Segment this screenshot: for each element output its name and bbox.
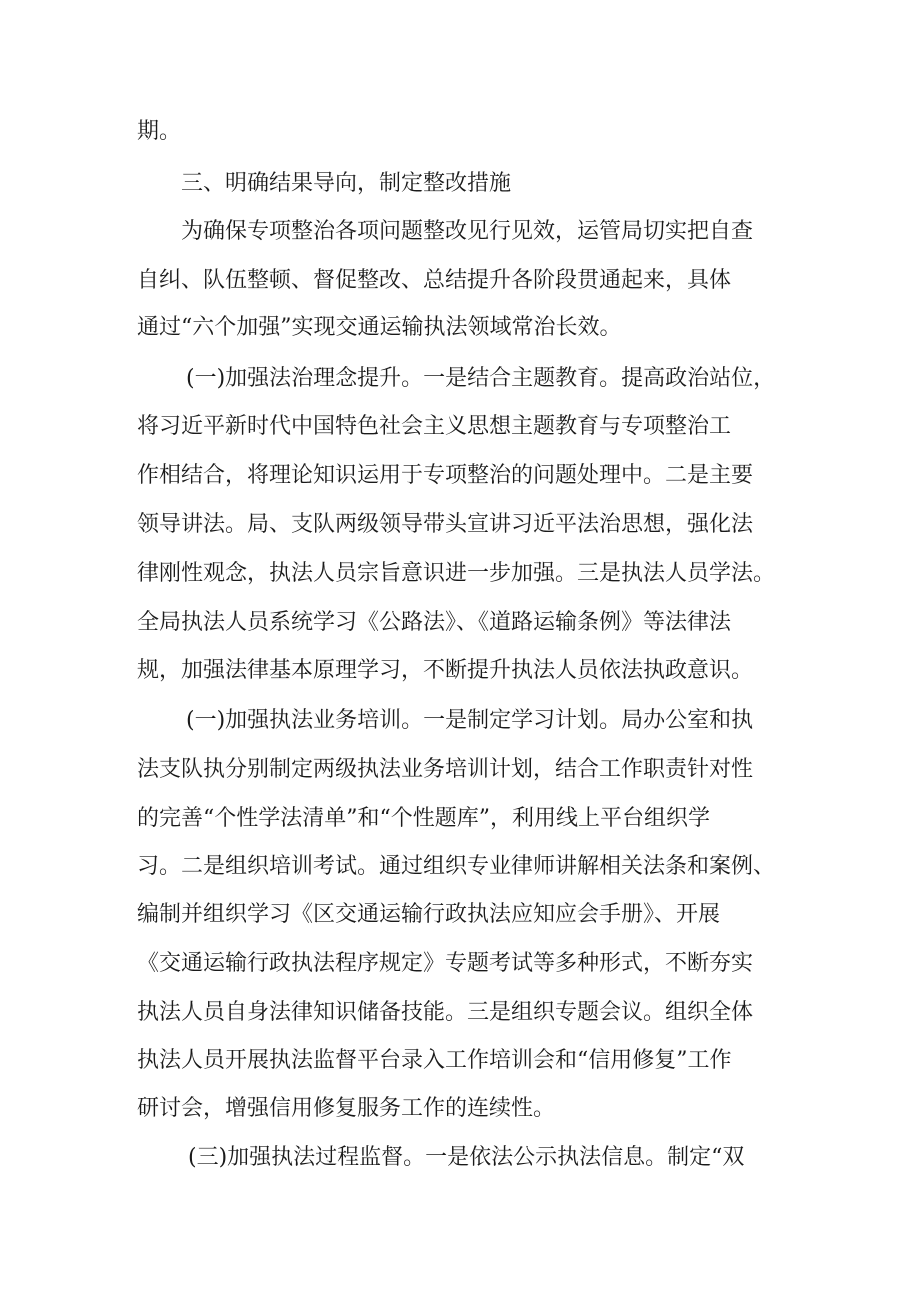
paragraph-line: 习。二是组织培训考试。通过组织专业律师讲解相关法条和案例、 <box>137 854 776 879</box>
paragraph-line: 规，加强法律基本原理学习，不断提升执法人员依法执政意识。 <box>137 658 754 683</box>
paragraph-line: 全局执法人员系统学习《公路法》、《道路运输条例》等法律法 <box>137 610 732 635</box>
paragraph-line: 作相结合，将理论知识运用于专项整治的问题处理中。二是主要 <box>137 463 754 488</box>
paragraph-line: 《交通运输行政执法程序规定》专题考试等多种形式，不断夯实 <box>137 951 754 976</box>
paragraph-line: 的完善“个性学法清单”和“个性题库”，利用线上平台组织学 <box>137 806 710 831</box>
paragraph-line: (一)加强法治理念提升。一是结合主题教育。提高政治站位， <box>186 366 776 391</box>
paragraph-line: 律刚性观念，执法人员宗旨意识进一步加强。三是执法人员学法。 <box>137 561 776 586</box>
paragraph-line: 编制并组织学习《区交通运输行政执法应知应会手册》、开展 <box>137 902 721 927</box>
paragraph-line: 通过“六个加强”实现交通运输执法领域常治长效。 <box>137 315 622 340</box>
section-heading: 三、明确结果导向，制定整改措施 <box>181 171 512 196</box>
paragraph-line: 期。 <box>137 119 182 144</box>
paragraph-line: 执法人员开展执法监督平台录入工作培训会和“信用修复”工作 <box>137 1048 732 1073</box>
paragraph-line: (三)加强执法过程监督。一是依法公示执法信息。制定“双 <box>188 1145 745 1170</box>
paragraph-line: 为确保专项整治各项问题整改见行见效，运管局切实把自查 <box>181 219 754 244</box>
paragraph-line: 自纠、队伍整顿、督促整改、总结提升各阶段贯通起来，具体 <box>137 268 732 293</box>
paragraph-line: 法支队执分别制定两级执法业务培训计划，结合工作职责针对性 <box>137 757 754 782</box>
paragraph-line: 将习近平新时代中国特色社会主义思想主题教育与专项整治工 <box>137 414 732 439</box>
paragraph-line: 领导讲法。局、支队两级领导带头宣讲习近平法治思想，强化法 <box>137 512 754 537</box>
paragraph-line: 执法人员自身法律知识储备技能。三是组织专题会议。组织全体 <box>137 1000 754 1025</box>
paragraph-line: (一)加强执法业务培训。一是制定学习计划。局办公室和执 <box>186 708 754 733</box>
paragraph-line: 研讨会，增强信用修复服务工作的连续性。 <box>137 1096 556 1121</box>
